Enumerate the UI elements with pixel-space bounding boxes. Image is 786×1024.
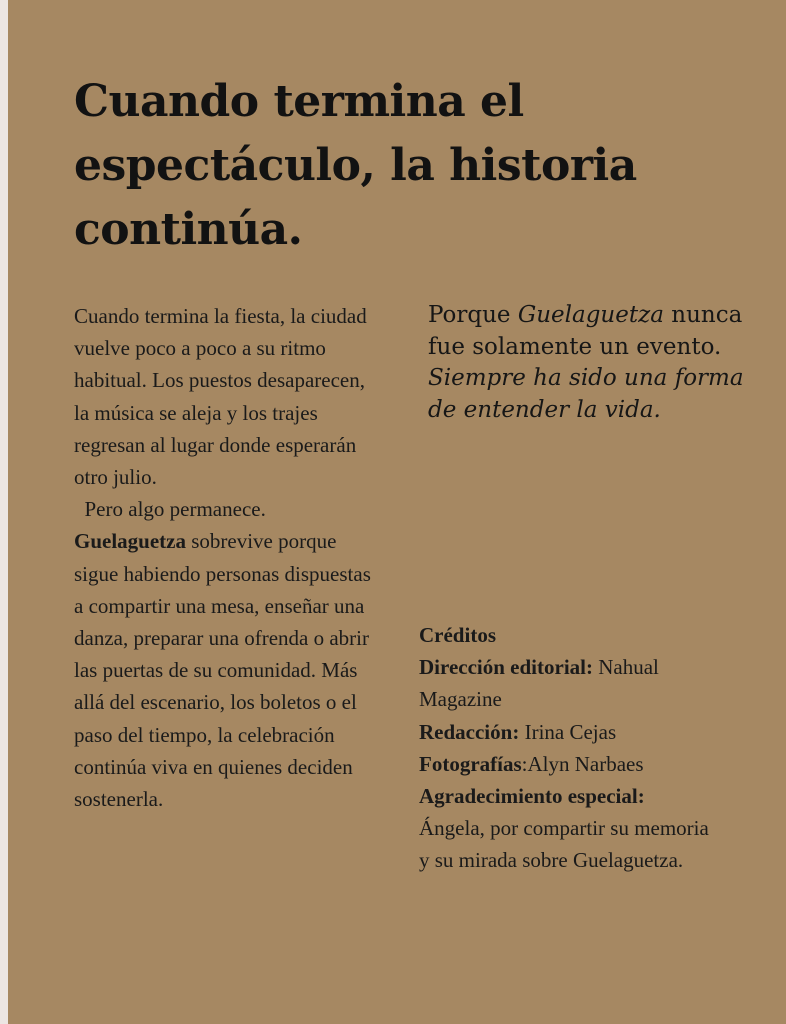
credits-thanks-label: Agradecimiento especial: bbox=[419, 784, 645, 809]
credits-photo-value: :Alyn Narbaes bbox=[521, 751, 644, 776]
body-guelaguetza-bold: Guelaguetza bbox=[74, 529, 186, 554]
headline bbox=[74, 70, 674, 262]
quote-line-1 bbox=[428, 300, 748, 363]
quote-italic-close: Siempre ha sido una forma de entender la vida. bbox=[428, 365, 744, 423]
credits-writing-label: Redacción: bbox=[419, 719, 520, 744]
headline-line-3: continúa. bbox=[74, 204, 303, 255]
credits-editorial-value: Nahual Magazine bbox=[419, 655, 659, 712]
magazine-page bbox=[8, 0, 786, 1024]
credits-editorial bbox=[419, 651, 719, 715]
body-text-column bbox=[74, 300, 374, 815]
credits-photography bbox=[419, 748, 719, 780]
pull-quote bbox=[428, 300, 748, 426]
credits-photo-label: Fotografías bbox=[419, 751, 522, 776]
body-paragraph-2 bbox=[74, 493, 374, 815]
quote-line-rest: nunca fue solamente un evento. bbox=[428, 302, 743, 360]
body-paragraph-1: Cuando termina la fiesta, la ciudad vuelve poco a poco a su ritmo habitual. Los puestos desaparecen, la música se aleja y los trajes regresan al lugar donde esperarán otro julio. bbox=[74, 304, 367, 490]
credits-editorial-label: Dirección editorial: bbox=[419, 655, 593, 680]
body-paragraph-2-rest: sobrevive porque sigue habiendo personas dispuestas a compartir una mesa, enseñar una danza, preparar una ofrenda o abrir las puertas de su comunidad. Más allá del escenario, los boletos o el paso del tiempo, la celebración continúa viva en quienes deciden sostenerla. bbox=[74, 529, 371, 812]
quote-prefix: Porque bbox=[428, 302, 518, 328]
credits-writing-value: Irina Cejas bbox=[519, 719, 617, 744]
body-paragraph-2-lead: Pero algo permanece. bbox=[84, 497, 266, 522]
quote-emphasis: Guelaguetza bbox=[517, 302, 664, 328]
credits-writing bbox=[419, 716, 719, 748]
headline-line-2: espectáculo, la historia bbox=[74, 140, 637, 191]
headline-line-1: Cuando termina el bbox=[74, 76, 524, 127]
credits-block bbox=[419, 619, 719, 877]
credits-thanks-value: Ángela, por compartir su memoria y su mirada sobre Guelaguetza. bbox=[419, 816, 709, 873]
credits-title: Créditos bbox=[419, 623, 496, 647]
